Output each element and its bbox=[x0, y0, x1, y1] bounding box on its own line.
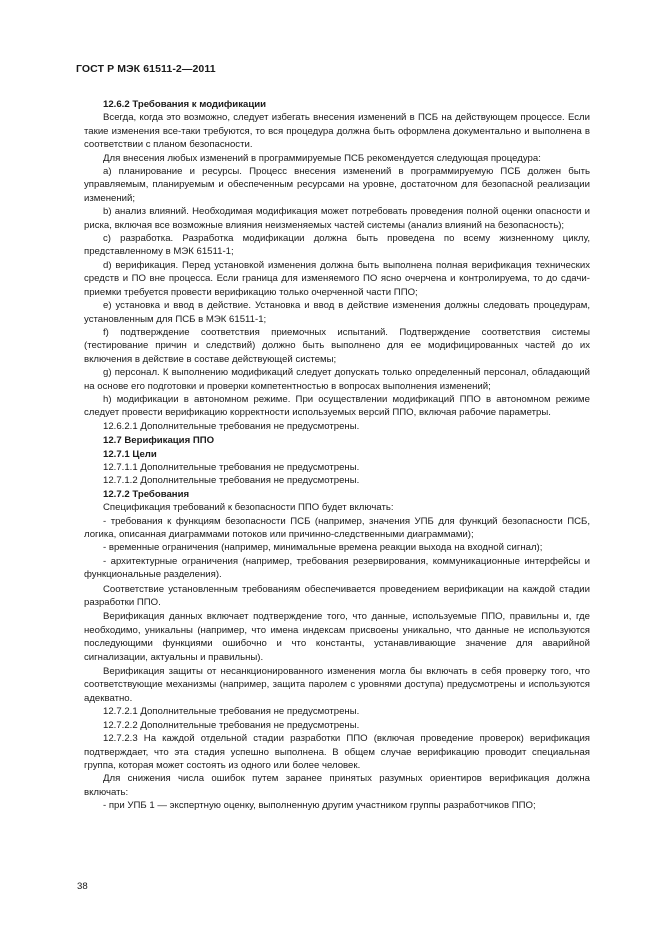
clause-12-7-1-2: 12.7.1.2 Дополнительные требования не предусмотрены. bbox=[103, 475, 360, 487]
document-body bbox=[84, 98, 590, 813]
list-item-c: c) разработка. Разработка модификации должна быть проведена по всему жизненному циклу, представленному в МЭК 61511-1; bbox=[84, 233, 590, 258]
list-item-h: h) модификации в автономном режиме. При осуществлении модификаций ППО в автономном режиме следует провести верификацию корректности используемых версий ППО, включая рабочие параметры. bbox=[84, 393, 590, 419]
section-heading-12-7-2: 12.7.2 Требования bbox=[103, 488, 190, 500]
bullet-item: - при УПБ 1 — экспертную оценку, выполненную другим участником группы разработчиков ППО; bbox=[103, 800, 536, 812]
clause-12-7-1-1: 12.7.1.1 Дополнительные требования не предусмотрены. bbox=[103, 461, 360, 473]
section-heading-12-6-2: 12.6.2 Требования к модификации bbox=[103, 99, 267, 110]
clause-12-7-2-3: 12.7.2.3 На каждой отдельной стадии разработки ППО (включая проведение проверок) верификация подтверждает, что эта стадия успешно выполнена. В общем случае верификацию проводит специальная группа, которая может состоять из одного или более человек. bbox=[84, 733, 590, 771]
bullet-item: - архитектурные ограничения (например, требования резервирования, коммуникационные интерфейсы и функциональные разделения). bbox=[84, 555, 590, 581]
list-item-f: f) подтверждение соответствия приемочных испытаний. Подтверждение соответствия системы (тестирование причин и следствий) должно быть выполнено для ее модифицированных частей до их включения в действие в составе действующей системы; bbox=[84, 326, 590, 365]
paragraph: Верификация защиты от несанкционированного изменения могла бы включать в себя проверку того, что соответствующие механизмы (например, защита паролем с уровнями доступа) предусмотрены и используются адекватно. bbox=[84, 666, 590, 704]
page-number: 38 bbox=[77, 881, 88, 892]
bullet-item: - требования к функциям безопасности ПСБ (например, значения УПБ для функций безопасности ПСБ, логика, описанная диаграммами потоков или причинно-следственными диаграммами); bbox=[84, 515, 590, 540]
paragraph: Всегда, когда это возможно, следует избегать внесения изменений в ПСБ на действующем процессе. Если такие изменения все-таки требуются, то вся процедура должна быть оформлена документально и выполнена в соответствии с планом безопасности. bbox=[84, 112, 590, 151]
paragraph: Для внесения любых изменений в программируемые ПСБ рекомендуется следующая процедура: bbox=[103, 152, 541, 164]
list-item-a: a) планирование и ресурсы. Процесс внесения изменений в программируемую ПСБ должен быть управляемым, планируемым и обеспеченным ресурсами на уровне, достаточном для безопасной реализации изменений; bbox=[84, 166, 590, 204]
clause-12-7-2-1: 12.7.2.1 Дополнительные требования не предусмотрены. bbox=[103, 706, 360, 718]
section-heading-12-7-1: 12.7.1 Цели bbox=[103, 448, 157, 460]
bullet-item: - временные ограничения (например, минимальные времена реакции выхода на входной сигнал); bbox=[103, 542, 543, 554]
paragraph: Верификация данных включает подтверждение того, что данные, используемые ППО, правильны и, где необходимо, уникальны (например, что имена индексам присвоены уникально, что данные не используются последующими функциями ошибочно и что константы, устанавливающие значение для аварийной сигнализации, актуальны и правильны). bbox=[84, 611, 590, 663]
list-item-b: b) анализ влияний. Необходимая модификация может потребовать проведения полной оценки опасности и риска, включая все возможные влияния неизменяемых частей системы (анализ влияний на безопасность); bbox=[84, 206, 590, 231]
clause-12-7-2-2: 12.7.2.2 Дополнительные требования не предусмотрены. bbox=[103, 719, 360, 731]
paragraph: Для снижения числа ошибок путем заранее принятых разумных ориентиров верификация должна включать: bbox=[84, 773, 590, 798]
paragraph: Спецификация требований к безопасности ППО будет включать: bbox=[103, 502, 394, 514]
document-header: ГОСТ Р МЭК 61511-2—2011 bbox=[76, 63, 216, 75]
list-item-d: d) верификация. Перед установкой изменения должна быть выполнена полная верификация технических средств и ПО вне процесса. Если граница для изменяемого ПО ясно очерчена и контролируема, то до сдачи-приемки требуется провести верификацию только очерченной части ППО; bbox=[84, 259, 590, 298]
list-item-e: e) установка и ввод в действие. Установка и ввод в действие изменения должны следовать процедурам, установленным для ПСБ в МЭК 61511-1; bbox=[84, 300, 590, 325]
list-item-g: g) персонал. К выполнению модификаций следует допускать только определенный персонал, обладающий на основе его подготовки и проверки компетентностью в вопросах выполнения изменений; bbox=[84, 367, 590, 392]
section-heading-12-7: 12.7 Верификация ППО bbox=[103, 435, 215, 447]
clause-12-6-2-1: 12.6.2.1 Дополнительные требования не предусмотрены. bbox=[103, 420, 360, 432]
paragraph: Соответствие установленным требованиям обеспечивается проведением верификации на каждой стадии разработки ППО. bbox=[84, 583, 590, 609]
